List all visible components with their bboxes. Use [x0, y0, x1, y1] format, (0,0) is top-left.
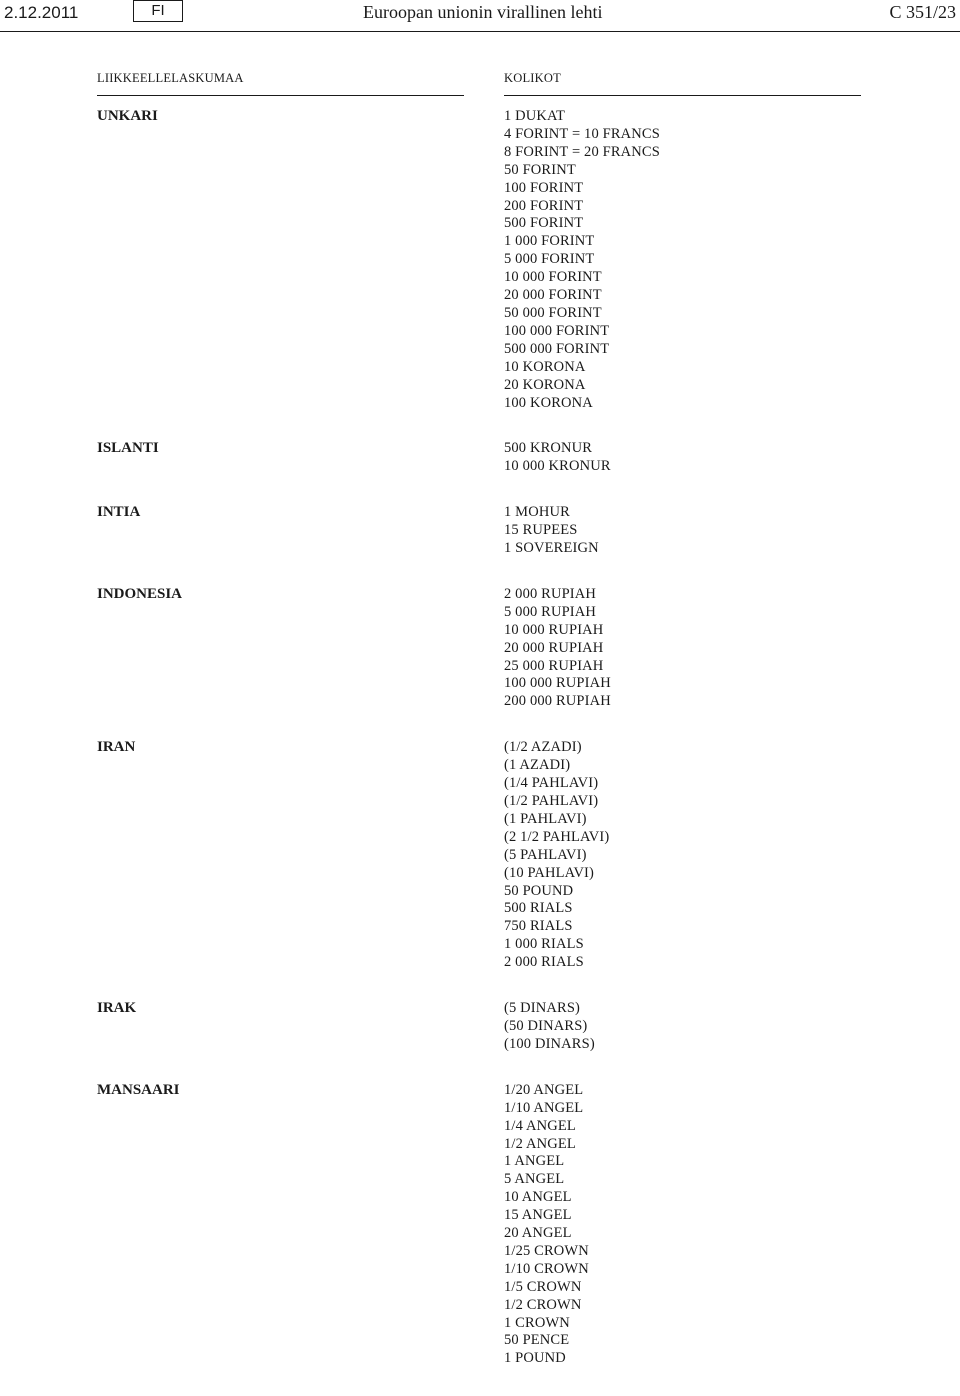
coin-list	[504, 440, 611, 476]
coin-item: 10 ANGEL	[504, 1189, 572, 1206]
coin-list	[504, 108, 660, 412]
country-name: MANSAARI	[97, 1081, 180, 1098]
column-heading-country: LIIKKEELLELASKUMAA	[97, 71, 244, 85]
column-rule-right	[504, 95, 861, 96]
coin-list	[504, 586, 611, 711]
coin-item: 20 KORONA	[504, 376, 586, 393]
country-section	[0, 440, 960, 476]
coin-item: (1/2 AZADI)	[504, 739, 582, 756]
page-reference: C 351/23	[889, 2, 956, 22]
coin-item: 50 POUND	[504, 882, 574, 899]
column-rule-left	[97, 95, 464, 96]
coin-item: 1 MOHUR	[504, 504, 570, 521]
coin-item: 750 RIALS	[504, 918, 573, 935]
coin-item: 8 FORINT = 20 FRANCS	[504, 143, 660, 160]
coin-item: 1 CROWN	[504, 1314, 570, 1331]
coin-item: (2 1/2 PAHLAVI)	[504, 828, 610, 845]
coin-item: 1 000 FORINT	[504, 233, 595, 250]
coin-item: 10 000 RUPIAH	[504, 621, 604, 638]
country-name: UNKARI	[97, 108, 158, 124]
publication-date: 2.12.2011	[4, 3, 79, 22]
coin-item: 200 000 RUPIAH	[504, 693, 611, 710]
coin-item: 20 ANGEL	[504, 1225, 572, 1242]
coin-item: 15 RUPEES	[504, 522, 578, 539]
coin-item: 1 SOVEREIGN	[504, 540, 599, 557]
coin-item: (1 AZADI)	[504, 757, 571, 774]
country-name: ISLANTI	[97, 440, 159, 457]
coin-item: 1/2 ANGEL	[504, 1135, 576, 1152]
coin-item: 100 FORINT	[504, 179, 584, 196]
country-section	[0, 1082, 960, 1369]
column-heading-coins: KOLIKOT	[504, 71, 561, 85]
coin-item: 1 DUKAT	[504, 108, 566, 124]
country-name: IRAK	[97, 1000, 137, 1017]
coin-item: 200 FORINT	[504, 197, 584, 214]
coin-item: 5 000 RUPIAH	[504, 603, 597, 620]
coin-item: (5 DINARS)	[504, 1000, 581, 1017]
coin-item: 1/5 CROWN	[504, 1278, 582, 1295]
coin-item: 10 000 KRONUR	[504, 458, 611, 475]
coin-item: (1/2 PAHLAVI)	[504, 793, 599, 809]
coin-item: 500 FORINT	[504, 215, 584, 232]
page-header	[0, 0, 960, 28]
coin-item: 2 000 RIALS	[504, 954, 584, 971]
coin-item: (100 DINARS)	[504, 1035, 595, 1052]
coin-list	[504, 1082, 589, 1369]
coin-item: 500 KRONUR	[504, 440, 593, 457]
country-name: INDONESIA	[97, 585, 183, 602]
coin-item: 100 000 RUPIAH	[504, 675, 611, 692]
coin-list	[504, 504, 599, 558]
country-section	[0, 504, 960, 558]
coin-item: 25 000 RUPIAH	[504, 657, 604, 674]
coin-item: 50 000 FORINT	[504, 304, 602, 321]
country-section	[0, 1000, 960, 1054]
country-name: INTIA	[97, 504, 141, 521]
coin-item: 10 KORONA	[504, 358, 586, 375]
journal-title: Euroopan unionin virallinen lehti	[363, 2, 603, 22]
coin-item: 100 KORONA	[504, 394, 593, 411]
language-box: FI	[133, 0, 183, 22]
coin-item: 2 000 RUPIAH	[504, 585, 597, 602]
coin-item: (5 PAHLAVI)	[504, 846, 587, 863]
coin-item: 20 000 RUPIAH	[504, 639, 604, 656]
coin-item: 1 000 RIALS	[504, 936, 584, 953]
coin-item: 10 000 FORINT	[504, 269, 602, 286]
coin-item: 500 000 FORINT	[504, 340, 610, 357]
coin-item: 1/10 ANGEL	[504, 1099, 584, 1116]
coin-item: 15 ANGEL	[504, 1207, 572, 1224]
coin-item: 500 RIALS	[504, 900, 573, 917]
coin-item: 1/20 ANGEL	[504, 1081, 584, 1098]
coin-item: (50 DINARS)	[504, 1017, 588, 1034]
coin-item: 5 ANGEL	[504, 1171, 565, 1188]
coin-item: 1/25 CROWN	[504, 1242, 589, 1259]
coin-item: (1 PAHLAVI)	[504, 810, 587, 827]
coin-item: 50 FORINT	[504, 161, 576, 178]
coin-item: 5 000 FORINT	[504, 251, 595, 268]
coin-item: 1/2 CROWN	[504, 1296, 582, 1313]
country-section	[0, 586, 960, 711]
country-section	[0, 108, 960, 412]
coin-item: 1 ANGEL	[504, 1153, 565, 1170]
coin-list	[504, 739, 609, 972]
coin-item: 50 PENCE	[504, 1332, 570, 1349]
header-divider	[0, 31, 960, 32]
coin-item: 100 000 FORINT	[504, 322, 610, 339]
country-section	[0, 739, 960, 972]
coin-item: (1/4 PAHLAVI)	[504, 775, 599, 792]
country-name: IRAN	[97, 739, 136, 756]
coin-item: 1/10 CROWN	[504, 1260, 589, 1277]
coin-list	[504, 1000, 595, 1054]
coin-table	[0, 108, 960, 1396]
coin-item: 20 000 FORINT	[504, 287, 602, 304]
coin-item: 4 FORINT = 10 FRANCS	[504, 125, 660, 142]
coin-item: 1 POUND	[504, 1350, 566, 1367]
coin-item: 1/4 ANGEL	[504, 1117, 576, 1134]
coin-item: (10 PAHLAVI)	[504, 864, 595, 881]
